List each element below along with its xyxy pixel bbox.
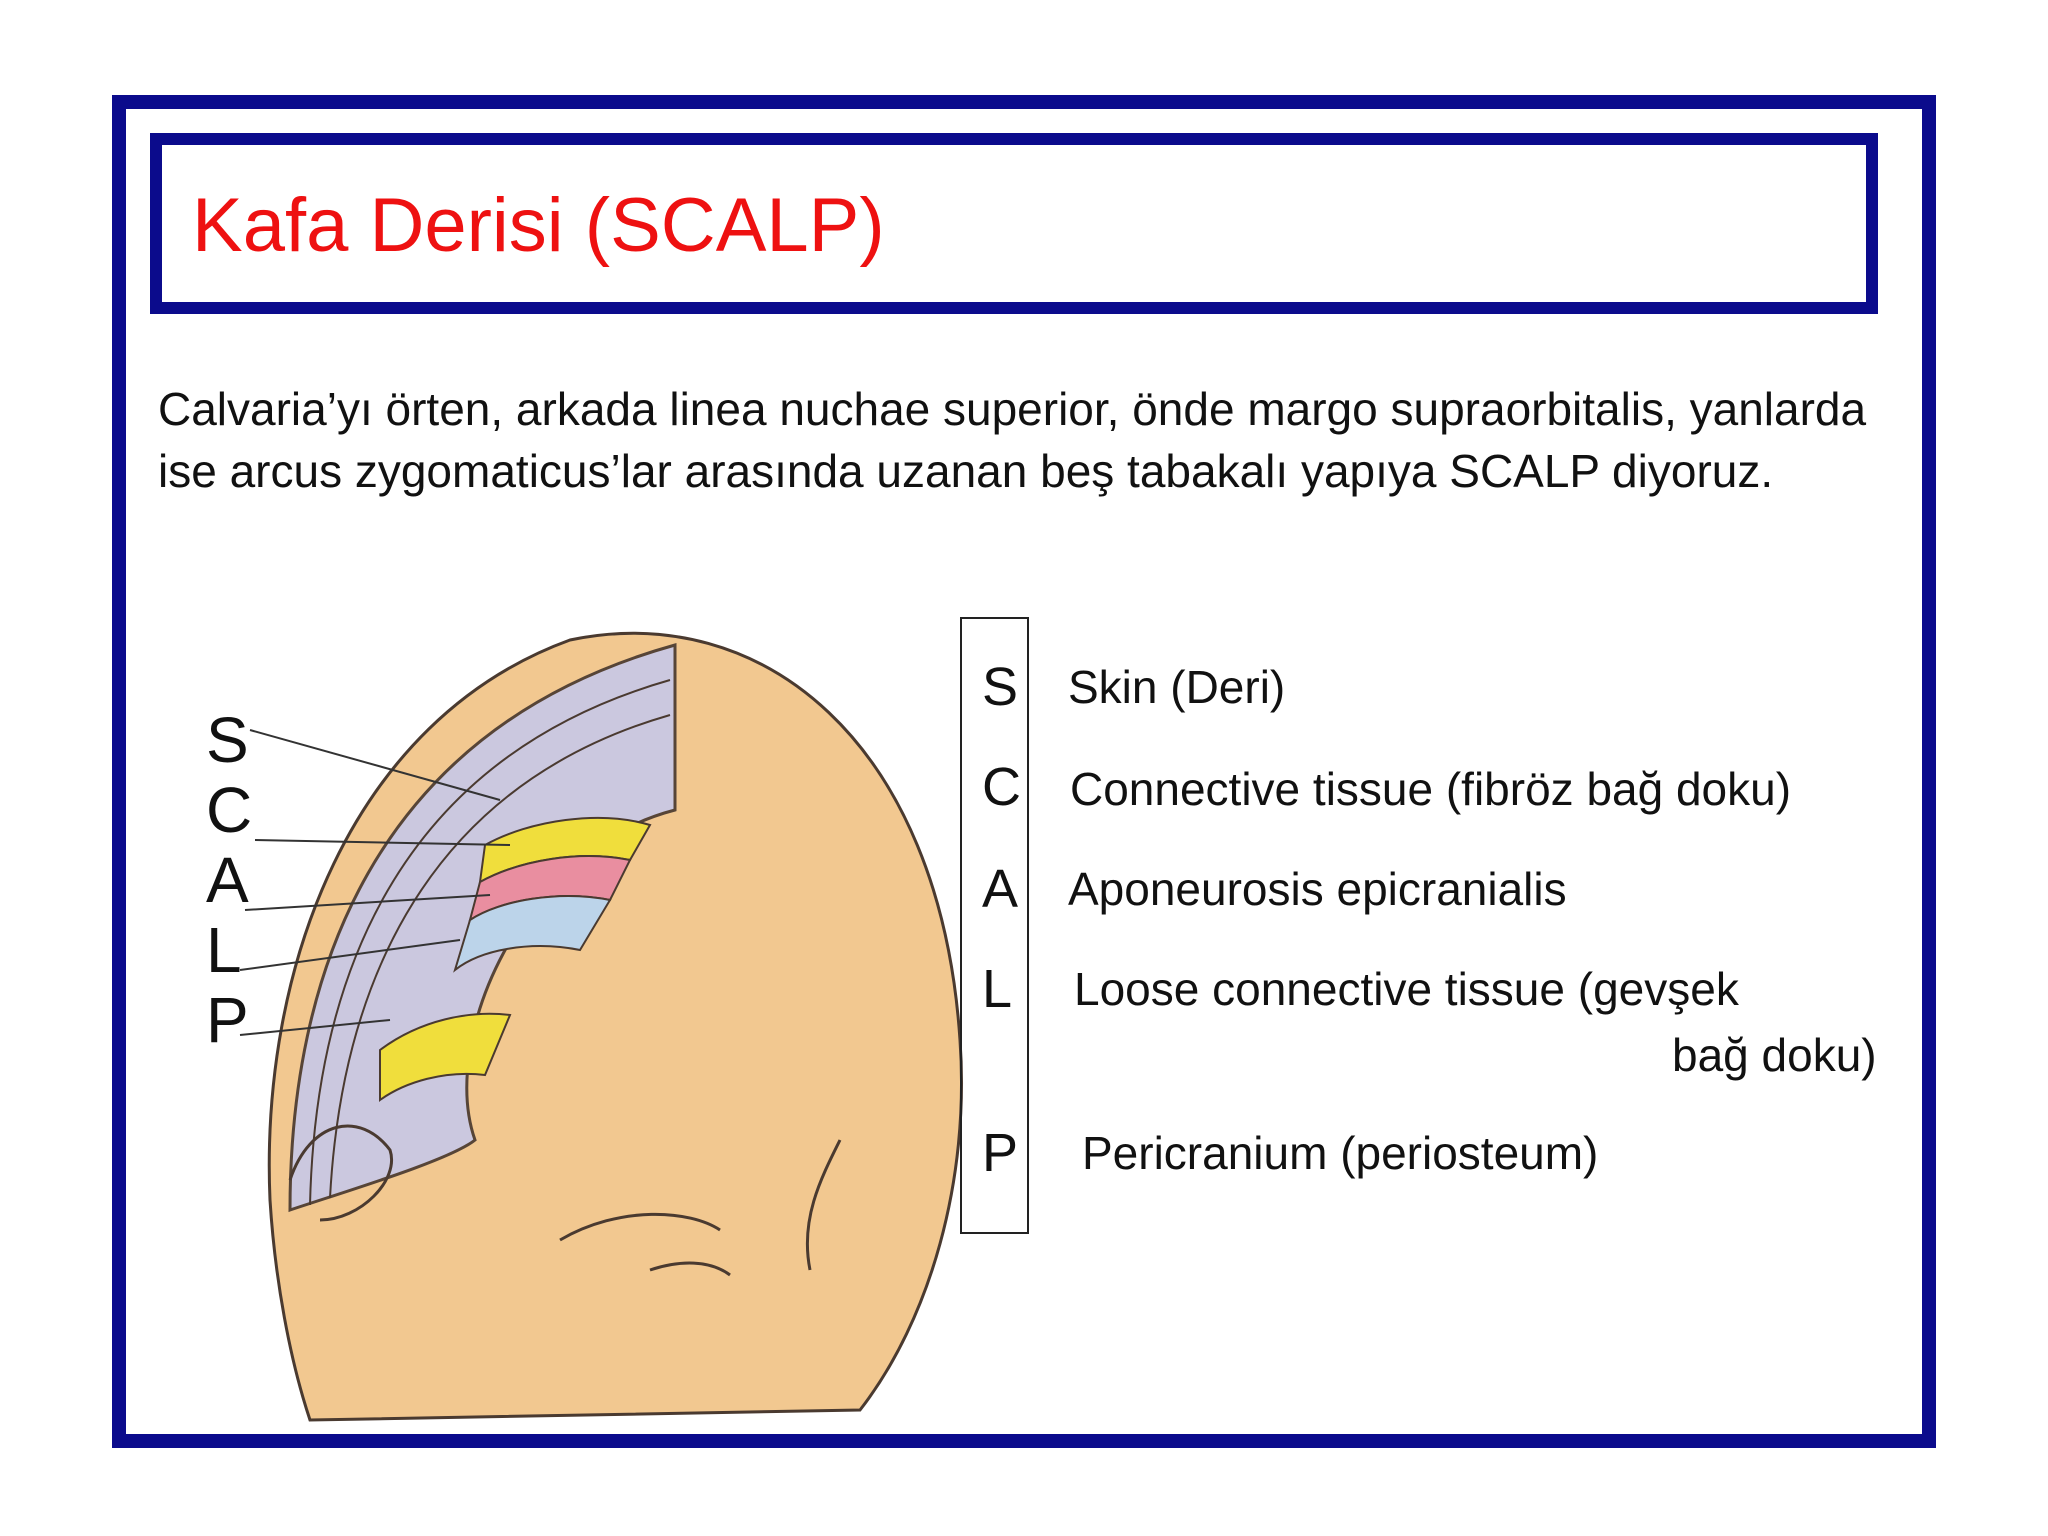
layer-label-pericranium: Pericranium (periosteum) [1082,1127,1599,1179]
scalp-head-illustration [200,620,1000,1440]
layer-letter-l: L [982,959,1013,1019]
layer-label-skin: Skin (Deri) [1068,661,1286,713]
acronym-letter-p: P [206,984,249,1056]
acronym-letter-l: L [206,914,242,986]
layer-label-loose-connective-tissue: Loose connective tissue (gevşek [1074,963,1739,1015]
layer-letter-c: C [982,757,1021,817]
layer-letter-s: S [982,657,1019,717]
intro-paragraph: Calvaria’yı örten, arkada linea nuchae superior, önde margo supraorbitalis, yanlarda ise arcus zygomaticus’lar arasında uzanan beş tabakalı yapıya SCALP diyoruz. [158,383,1867,497]
layer-label-loose-connective-tissue-cont: bağ doku) [1672,1029,1877,1081]
layer-label-aponeurosis: Aponeurosis epicranialis [1068,863,1567,915]
layer-letter-a: A [982,859,1019,919]
acronym-letter-s: S [206,704,249,776]
left-scalp-acronym [206,705,266,1055]
acronym-letter-c: C [206,774,253,846]
slide-title: Kafa Derisi (SCALP) [192,183,885,268]
acronym-letter-a: A [206,844,249,916]
layer-letter-p: P [982,1123,1019,1183]
layer-label-connective-tissue: Connective tissue (fibröz bağ doku) [1070,763,1792,815]
